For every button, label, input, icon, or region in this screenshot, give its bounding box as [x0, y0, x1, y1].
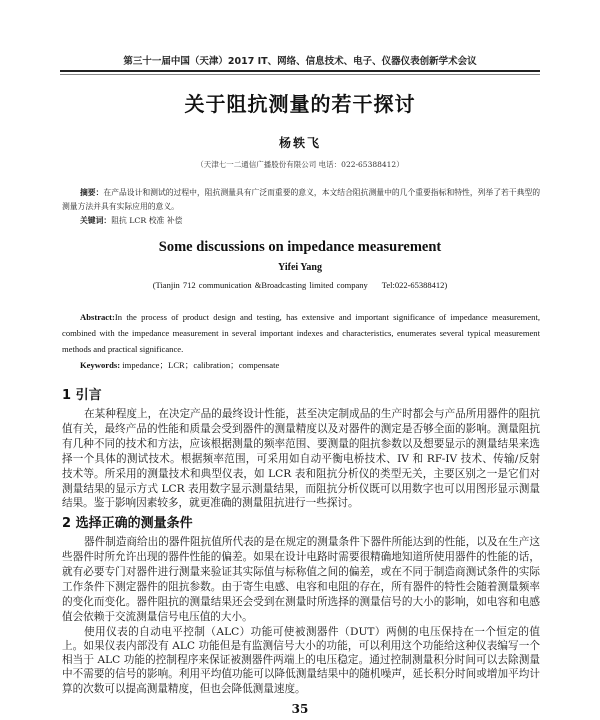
author-en: Yifei Yang — [278, 262, 322, 273]
affiliation-en-tel: Tel:022-65388412) — [381, 280, 448, 290]
paper-title-en: Some discussions on impedance measurement — [158, 239, 442, 255]
section-2-paragraph-1: 器件制造商给出的器件阻抗值所代表的是在规定的测量条件下器件所能达到的性能，以及在生产这些器件时所允许出现的器件性能的偏差。如果在设计电路时需要很精确地知道所使用器件的性能的话，就有必要专门对器件进行测量来验证其实际值与标称值之间的偏差，或在不同于制造商测试条件的实际工作条件下测定器件的阻抗参数。由于寄生电感、电容和电阻的存在，所有器件的特性会随着测量频率的变化而变化。器件阻抗的测量结果还会受到在测量时所选择的测量信号的大小的影响，如电容和电感值会依赖于交流测量信号电压值的大小。 — [62, 536, 540, 623]
abstract-zh-label: 摘要： — [80, 188, 104, 197]
paper-title-zh: 关于阻抗测量的若干探讨 — [184, 92, 416, 116]
keywords-en — [60, 357, 540, 373]
section-1-paragraph: 在某种程度上，在决定产品的最终设计性能，甚至决定制成品的生产时都会与产品所用器件的阻抗值有关，最终产品的性能和质量会受到器件的测量精度以及对器件的测定是否够全面的影响。测量阻抗有几种不同的技术和方法，应该根据测量的频率范围、要测量的阻抗参数以及想要显示的测量结果来选择一个具体的测试技术。根据频率范围，可采用如自动平衡电桥技术、IV 和 RF-IV 技术、传输/反射技术等。所采用的测量技术和典型仪表，如 LCR 表和阻抗分析仪的类型无关，主要区别之一是它们对测量结果的显示方式 LCR 表用数字显示测量结果，而阻抗分析仪既可以用数字也可以用图形显示测量结果。鉴于影响因素较多，就更准确的测量阻抗进行一些探讨。 — [62, 408, 540, 510]
keywords-zh — [60, 214, 540, 228]
page-number: 35 — [291, 701, 309, 716]
header-rule-thin — [60, 74, 540, 75]
abstract-en — [60, 309, 540, 357]
keywords-en-label: Keywords: — [80, 360, 121, 370]
abstract-zh — [60, 186, 540, 214]
conference-header: 第三十一届中国（天津）2017 IT、网络、信息技术、电子、仪器仪表创新学术会议 — [123, 56, 477, 67]
section-heading-measurement-conditions: 2 选择正确的测量条件 — [62, 516, 193, 532]
keywords-zh-text: 阻抗 LCR 校准 补偿 — [111, 216, 183, 225]
section-2-paragraph-2: 使用仪表的自动电平控制（ALC）功能可使被测器件（DUT）两侧的电压保持在一个恒定的值上。如果仪表内部没有 ALC 功能但是有监测信号大小的功能，可以利用这个功能给这种仪表编写一个相当于 ALC 功能的控制程序来保证被测器件两端上的电压稳定。通过控制测量积分时间可以去除测量中不需要的信号的影响。利用平均值功能可以降低测量结果中的随机噪声，延长积分时间或增加平均计算的次数可以提高测量精度，但也会降低测量速度。 — [62, 625, 540, 695]
author-zh: 杨轶飞 — [278, 136, 321, 150]
section-heading-introduction: 1 引言 — [62, 388, 102, 403]
affiliation-en — [60, 279, 540, 291]
affiliation-zh: （天津七一二通信广播股份有限公司 电话：022-65388412） — [196, 160, 404, 169]
keywords-en-text: impedance；LCR；calibration；compensate — [122, 360, 280, 370]
keywords-zh-label: 关键词： — [80, 216, 112, 225]
affiliation-en-text: (Tianjin 712 communication &Broadcasting limited company — [152, 280, 368, 290]
abstract-en-text: In the process of product design and testing, has extensive and important significance of impedance measurement, combined with the impedance measurement in several important indexes and characteristics, enumerates several typical measurement methods and practical significance. — [62, 312, 540, 354]
abstract-zh-text: 在产品设计和测试的过程中，阻抗测量具有广泛而重要的意义，本文结合阻抗测量中的几个重要指标和特性，列举了若干典型的测量方法并具有实际应用的意义。 — [62, 188, 541, 211]
abstract-en-label: Abstract: — [80, 312, 115, 322]
header-rule — [60, 70, 540, 72]
